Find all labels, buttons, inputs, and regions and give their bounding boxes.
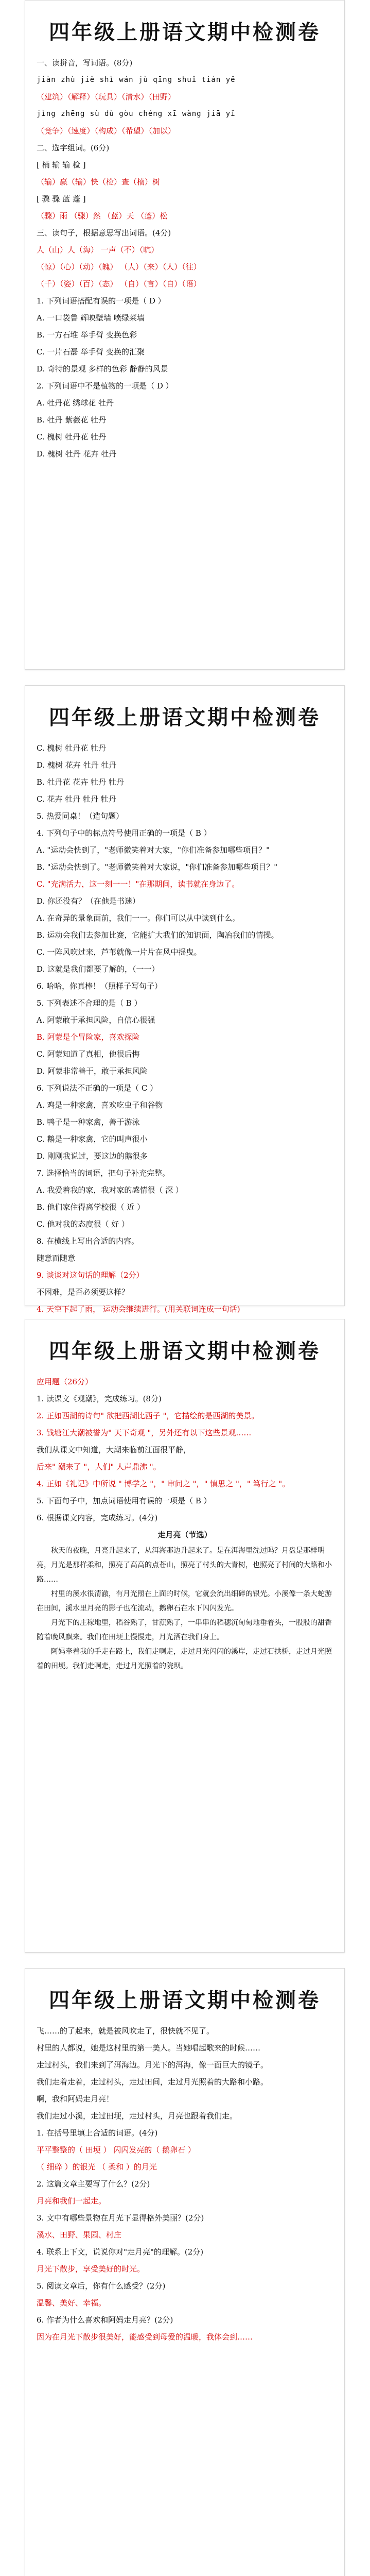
question-line: 6. 哈哈，你真棒！（照样子写句子） <box>37 981 163 991</box>
question-line: D. 这就是我们都要了解的，（一一） <box>37 964 160 974</box>
question-line: 村里的人都说，她是这村里的第一美人。当她唱起歌来的时候…… <box>37 2043 261 2053</box>
question-line: 3. 钱塘江大潮被誉为" 天下奇观 "，另外还有以下这些景观…… <box>37 1428 252 1437</box>
question-line: 1. 在括号里填上合适的词语。(4分) <box>37 2128 158 2138</box>
question-line: 不困难，是否必须要这样？ <box>37 1287 130 1297</box>
question-line: B. 阿蒙是个冒险家，喜欢探险 <box>37 1032 140 1042</box>
passage-paragraph: 阿妈牵着我的手走在路上，我们走啊走，走过月光闪闪的溪岸，走过石拱桥，走过月光照着的田埂。我们走啊走，走过月光照着的院坝。 <box>37 1648 332 1670</box>
question-line: A. 我爱着我的家，我对家的感情很（ 深 ） <box>37 1185 183 1195</box>
question-line: B. 一方石堆 举手臂 变换色彩 <box>37 330 137 340</box>
question-line: 随意而随意 <box>37 1253 76 1263</box>
exam-page-4 <box>25 1968 345 2576</box>
question-line: 3. 文中有哪些景物在月光下显得格外美丽？(2分) <box>37 2213 204 2223</box>
question-line: D. 槐树 牡丹 花卉 牡丹 <box>37 449 117 459</box>
question-line: 5. 下列表述不合理的是（ B ） <box>37 998 142 1008</box>
question-line: 2. 这篇文章主要写了什么？(2分) <box>37 2179 150 2189</box>
question-line: 我们走过小溪，走过田埂，走过村头，月亮也跟着我们走。 <box>37 2111 238 2121</box>
question-line: D. 奇特的景观 多样的色彩 静静的风景 <box>37 364 168 374</box>
question-line: 8. 在横线上写出合适的内容。 <box>37 1236 139 1246</box>
question-line: B. 运动会我们去参加比赛，它能扩大我们的知识面，陶冶我们的情操。 <box>37 930 279 940</box>
question-line: （惊）（心）（动）（魄） （人）（来）（人）（往） <box>37 262 201 272</box>
question-line: C. 槐树 牡丹花 牡丹 <box>37 432 107 442</box>
question-line: （竞争）（速度）（构成）（希望）（加以） <box>37 126 176 135</box>
question-line: jiàn zhù jiě shì wán jù qīng shuǐ tián yě <box>37 76 236 84</box>
question-line: A. 阿蒙敢于承担风险，自信心很强 <box>37 1015 155 1025</box>
question-line: 我们走着走着，走过村头，走过田间，走过月光照着的大路和小路。 <box>37 2077 269 2087</box>
question-line: 2. 正如西湖的诗句" 欲把西湖比西子 "，它描绘的是西湖的美景。 <box>37 1411 259 1420</box>
question-line: 二、选字组词。(6分) <box>37 143 110 152</box>
question-line: C. 鹅是一种家禽，它的叫声很小 <box>37 1134 148 1144</box>
question-line: 我们从课文中知道，大潮来临前江面很平静， <box>37 1445 191 1454</box>
question-line: D. 刚刚我说过，要这边的鹅很多 <box>37 1151 148 1161</box>
question-line: 后来" 潮来了 "，人们" 人声鼎沸 "。 <box>37 1462 161 1471</box>
question-line: [ 骤 骤 蓝 蓬 ] <box>37 194 86 204</box>
question-line: 月光下散步，享受美好的时光。 <box>37 2264 145 2274</box>
question-line: 温馨、美好、幸福。 <box>37 2298 107 2308</box>
question-line: （骤）雨 （骤）然 （蓝）天 （蓬）松 <box>37 211 168 221</box>
question-line: 2. 下列词语中不是植物的一项是（ D ） <box>37 381 173 391</box>
question-line: A. 一口袋鲁 辉映壁墙 喷绿菜墙 <box>37 313 145 323</box>
question-line: （输）赢（输）快（检）查（楠）树 <box>37 177 161 187</box>
page-title: 四年级上册语文期中检测卷 <box>49 1988 321 2012</box>
question-line: 4. 联系上下文，说说你对"走月亮"的理解。(2分) <box>37 2247 204 2257</box>
question-line: D. 槐树 花卉 牡丹 牡丹 <box>37 760 117 770</box>
question-line: 飞……的了起来，就是被风吹走了，很快就不见了。 <box>37 2026 215 2036</box>
question-line: D. 你还没有？（在他是书迷） <box>37 896 140 906</box>
question-line: 6. 作者为什么喜欢和阿妈走月亮？(2分) <box>37 2315 173 2325</box>
passage-paragraph: 秋天的夜晚，月亮升起来了，从洱海那边升起来了。是在洱海里洗过吗？月盘是那样明亮，月光是那样柔和，照亮了高高的点苍山，照亮了村头的大青树，也照亮了村间的大路和小路…… <box>37 1547 332 1584</box>
question-line: 5. 热爱同桌！（造句题） <box>37 811 124 821</box>
question-line: 一、读拼音，写词语。(8分) <box>37 58 133 67</box>
question-line: 溪水、田野、果园、村庄 <box>37 2230 122 2240</box>
passage-paragraph: 村里的溪水很清澈，有月光照在上面的时候，它就会流出细碎的银光。小溪像一条大蛇游在田间，溪水里月亮的影子也在流动，鹅卵石在水下闪闪发光。 <box>37 1590 332 1613</box>
question-line: C. 一片石磊 举手臂 变换的汇聚 <box>37 347 145 357</box>
question-line: （建筑）（解释）（玩具）（清水）（田野） <box>37 92 176 101</box>
question-line: 6. 根据课文内容，完成练习。(4分) <box>37 1513 158 1522</box>
question-line: C. 他对我的态度很（ 好 ） <box>37 1219 130 1229</box>
question-line: C. 一阵风吹过来，芦苇就像一片片在风中摇曳。 <box>37 947 202 957</box>
exam-page-2 <box>25 685 345 1314</box>
question-line: D. 阿蒙非常善于，敢于承担风险 <box>37 1066 148 1076</box>
exam-page-1 <box>25 0 345 670</box>
question-line: 三、读句子，根据意思写出词语。(4分) <box>37 228 171 238</box>
question-line: C. 槐树 牡丹花 牡丹 <box>37 743 107 753</box>
question-line: 6. 下列说法不正确的一项是（ C ） <box>37 1083 158 1093</box>
exam-page-3 <box>25 1319 345 1953</box>
question-line: 5. 下面句子中，加点词语使用有误的一项是（ B ） <box>37 1496 212 1505</box>
question-line: 4. 天空下起了雨， 运动会继续进行。(用关联词连成一句话) <box>37 1304 240 1314</box>
question-line: B. 他们家住得离学校很（ 近 ） <box>37 1202 145 1212</box>
question-line: C. 阿蒙知道了真相，他很后悔 <box>37 1049 140 1059</box>
question-line: 啊，我和阿妈走月亮！ <box>37 2094 114 2104</box>
question-line: C. "充满活力，这一刻一一！"在那期间，读书就在身边了。 <box>37 879 240 889</box>
question-line: 1. 下列词语搭配有误的一项是（ D ） <box>37 296 166 306</box>
page-title: 四年级上册语文期中检测卷 <box>49 1339 321 1363</box>
passage-title: 走月亮（节选） <box>157 1530 212 1539</box>
question-line: 因为在月光下散步很美好，能感受到母爱的温暖，我体会到…… <box>37 2332 253 2342</box>
question-line: 7. 选择恰当的词语，把句子补充完整。 <box>37 1168 170 1178</box>
page-title: 四年级上册语文期中检测卷 <box>49 20 321 44</box>
question-line: [ 楠 输 输 检 ] <box>37 160 86 170</box>
question-line: 5. 阅读文章后，你有什么感受？(2分) <box>37 2281 166 2291</box>
question-line: 应用题（26分） <box>37 1377 93 1386</box>
question-line: 人（山）人（海） 一声（不）（吭） <box>37 245 159 255</box>
question-line: 4. 正如《礼记》中所说 " 博学之 "，" 审问之 "，" 慎思之 "，" 笃行之 "。 <box>37 1479 290 1488</box>
question-line: B. 鸭子是一种家禽，善于游泳 <box>37 1117 140 1127</box>
question-line: C. 花卉 牡丹 牡丹 牡丹 <box>37 794 116 804</box>
question-line: A. "运动会快到了，"老师微笑着对大家，"你们准备参加哪些项目？" <box>37 845 270 855</box>
question-line: 平平整整的（ 田埂 ） 闪闪发亮的（ 鹅卵石 ） <box>37 2145 196 2155</box>
question-line: 走过村头，我们来到了洱海边。月光下的洱海，像一面巨大的镜子。 <box>37 2060 269 2070</box>
question-line: 1. 读课文《观潮》，完成练习。(8分) <box>37 1394 162 1403</box>
question-line: B. 牡丹 紫薇花 牡丹 <box>37 415 107 425</box>
question-line: 月亮和我们一起走。 <box>37 2196 107 2206</box>
question-line: B. 牡丹花 花卉 牡丹 牡丹 <box>37 777 124 787</box>
page-title: 四年级上册语文期中检测卷 <box>49 705 321 730</box>
question-line: 4. 下列句子中的标点符号使用正确的一项是（ B ） <box>37 828 212 838</box>
question-line: A. 牡丹花 绣球花 牡丹 <box>37 398 114 408</box>
question-line: B. "运动会快到了。"老师微笑着对大家说，"你们准备参加哪些项目？" <box>37 862 278 872</box>
question-line: A. 鸡是一种家禽，喜欢吃虫子和谷物 <box>37 1100 163 1110</box>
question-line: jìng zhēng sù dù gòu chéng xī wàng jiā yǐ <box>37 110 236 118</box>
passage-paragraph: 月光下的庄稼地里，稻谷熟了，甘蔗熟了，一串串的稻穗沉甸甸地垂着头，一股股的甜香随着晚风飘来。我们在田埂上慢慢走，月光洒在我们身上。 <box>37 1619 332 1641</box>
question-line: A. 在奇异的景象面前，我们一一。你们可以从中读到什么。 <box>37 913 240 923</box>
question-line: （千）（姿）（百）（态） （自）（言）（自）（语） <box>37 279 201 289</box>
question-line: （ 细碎 ）的银光 （ 柔和 ）的月光 <box>37 2162 157 2172</box>
question-line: 9. 谈谈对这句话的理解（2分） <box>37 1270 144 1280</box>
